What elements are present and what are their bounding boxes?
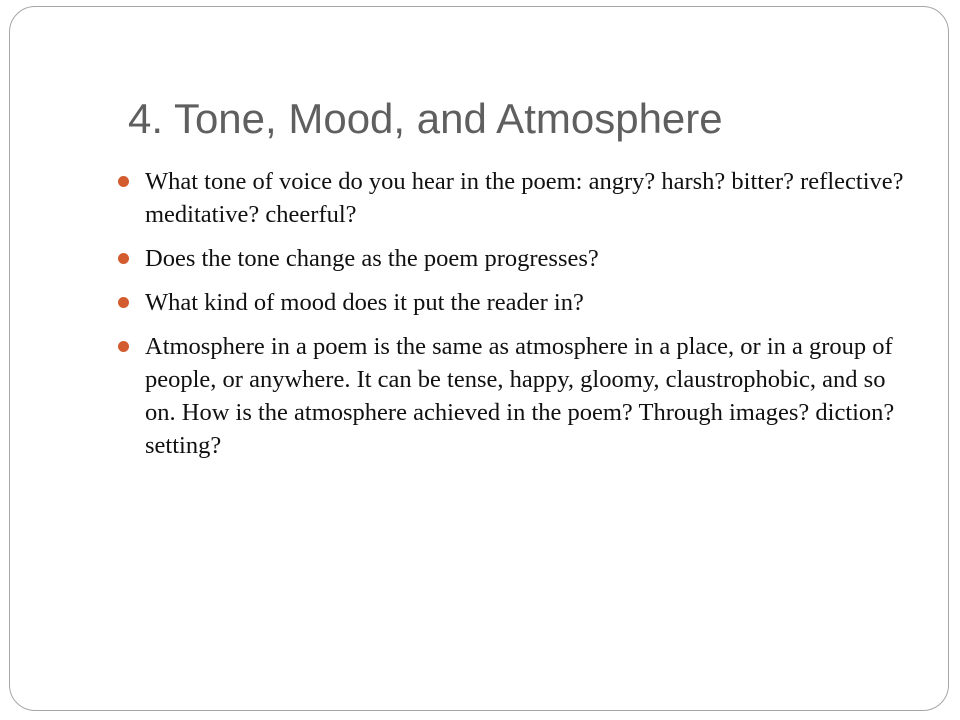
bullet-dot-icon [118,176,129,187]
slide-frame [9,6,949,711]
slide-title: 4. Tone, Mood, and Atmosphere [128,95,723,142]
bullet-dot-icon [118,341,129,352]
bullet-text: Atmosphere in a poem is the same as atmosphere in a place, or in a group of people, or anywhere. It can be tense, happy, gloomy, claustrophobic, and so on. How is the atmosphere achieved in the poem? Through images? diction? setting? [145,333,895,459]
bullet-list [115,165,915,473]
bullet-dot-icon [118,297,129,308]
bullet-text: Does the tone change as the poem progresses? [145,245,599,272]
bullet-item [115,330,915,462]
bullet-item [115,165,915,231]
bullet-item [115,286,915,319]
bullet-dot-icon [118,253,129,264]
bullet-text: What kind of mood does it put the reader in? [145,289,584,316]
bullet-item [115,242,915,275]
bullet-text: What tone of voice do you hear in the poem: angry? harsh? bitter? reflective? meditative? cheerful? [145,168,904,228]
